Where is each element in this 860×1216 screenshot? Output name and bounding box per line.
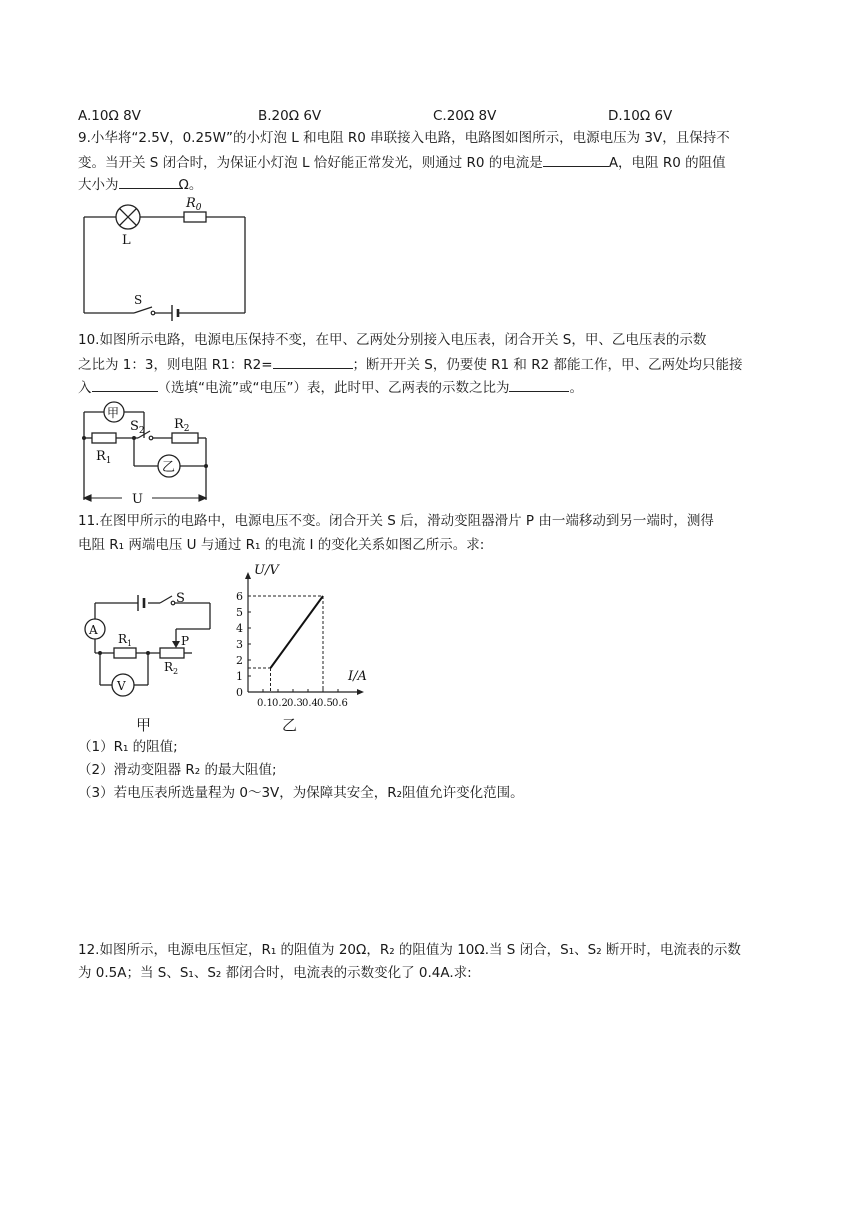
q8-option-c: C.20Ω 8V xyxy=(433,108,497,124)
q10-blank-ratio[interactable] xyxy=(273,354,353,369)
battery-symbol xyxy=(172,305,178,321)
y-axis-label: U/V xyxy=(254,563,279,578)
switch-label: S xyxy=(176,591,185,606)
ammeter-label: A xyxy=(89,623,98,637)
u-label: U xyxy=(132,492,143,507)
y-tick-label: 1 xyxy=(236,670,243,683)
rheostat-r2 xyxy=(160,648,184,658)
x-tick-label: 0.3 xyxy=(287,698,303,709)
lamp-label: L xyxy=(122,233,131,248)
q12-text-line1: 12.如图所示，电源电压恒定，R₁ 的阻值为 20Ω，R₂ 的阻值为 10Ω.当 S 闭合，S₁、S₂ 断开时，电流表的示数 xyxy=(78,942,741,958)
x-tick-label: 0.4 xyxy=(302,698,318,709)
q10-text-line3c: 。 xyxy=(569,380,583,396)
q11-subquestion-3: （3）若电压表所选量程为 0～3V，为保障其安全，R₂阻值允许变化范围。 xyxy=(78,785,524,801)
x-tick-label: 0.1 xyxy=(257,698,273,709)
fig-caption-yi: 乙 xyxy=(282,716,298,734)
q8-option-d: D.10Ω 6V xyxy=(608,108,673,124)
y-tick-label: 5 xyxy=(236,606,243,619)
fig-caption-jia: 甲 xyxy=(136,716,152,734)
slider-p-label: P xyxy=(181,634,190,648)
voltmeter-label: V xyxy=(117,679,126,693)
x-tick-label: 0.5 xyxy=(317,698,333,709)
q8-option-a: A.10Ω 8V xyxy=(78,108,141,124)
q10-blank-meter-ratio[interactable] xyxy=(509,377,569,392)
q12-text-line2: 为 0.5A；当 S、S₁、S₂ 都闭合时，电流表的示数变化了 0.4A.求: xyxy=(78,965,472,981)
s2-label: $S_2$ xyxy=(130,419,145,436)
q10-text-line2b: ；断开开关 S，仍要使 R1 和 R2 都能工作，甲、乙两处均只能接 xyxy=(352,357,743,373)
q10-text-line2a: 之比为 1：3，则电阻 R1：R2= xyxy=(78,357,273,373)
resistor-r2 xyxy=(172,433,198,443)
x-tick-label: 0.6 xyxy=(332,698,348,709)
q11-subquestion-1: （1）R₁ 的阻值; xyxy=(78,739,178,755)
y-tick-label: 2 xyxy=(236,654,243,667)
y-tick-label: 4 xyxy=(236,622,243,635)
r0-label: $R_0$ xyxy=(186,196,202,213)
q9-text-line2a: 变。当开关 S 闭合时，为保证小灯泡 L 恰好能正常发光，则通过 R0 的电流是 xyxy=(78,155,543,171)
q11-subquestion-2: （2）滑动变阻器 R₂ 的最大阻值; xyxy=(78,762,277,778)
battery-symbol xyxy=(138,595,144,611)
q9-text-line2b: A，电阻 R0 的阻值 xyxy=(608,155,726,171)
r1-label: $R_1$ xyxy=(96,449,112,466)
q10-text-line3 xyxy=(78,377,583,398)
data-line xyxy=(271,596,324,668)
q9-text-line2 xyxy=(78,152,726,173)
y-tick-label: 6 xyxy=(236,590,243,603)
resistor-r1 xyxy=(114,648,136,658)
resistor-r0 xyxy=(184,212,206,222)
q11-text-line1: 11.在图甲所示的电路中，电源电压不变。闭合开关 S 后，滑动变阻器滑片 P 由一端移动到另一端时，测得 xyxy=(78,513,714,529)
meter-yi-label: 乙 xyxy=(162,460,176,475)
slider-p-arrow xyxy=(172,641,180,648)
switch-symbol xyxy=(134,307,155,315)
q11-ui-graph xyxy=(228,553,388,708)
r2-label: $R_2$ xyxy=(174,417,190,434)
x-axis-label: I/A xyxy=(348,669,367,684)
q10-text-line3a: 入 xyxy=(78,380,92,396)
lamp-symbol xyxy=(116,205,140,229)
q10-circuit-diagram xyxy=(80,400,215,505)
meter-jia-label: 甲 xyxy=(107,406,120,420)
q9-text-line3a: 大小为 xyxy=(78,177,119,193)
q10-text-line1: 10.如图所示电路，电源电压保持不变，在甲、乙两处分别接入电压表，闭合开关 S，甲、乙电压表的示数 xyxy=(78,332,707,348)
switch-label: S xyxy=(134,293,143,307)
q9-blank-resistance[interactable] xyxy=(119,174,179,189)
q9-text-line3b: Ω。 xyxy=(178,177,203,193)
switch-s xyxy=(160,596,175,605)
q10-text-line3b: （选填“电流”或“电压”）表，此时甲、乙两表的示数之比为 xyxy=(157,380,510,396)
voltage-arrow xyxy=(84,495,206,501)
x-tick-label: 0.2 xyxy=(272,698,288,709)
x-axis-arrow xyxy=(357,689,364,695)
q10-blank-meter-type[interactable] xyxy=(92,377,158,392)
q9-text-line3 xyxy=(78,174,202,195)
r1-label: $R_1$ xyxy=(118,632,133,648)
y-axis-arrow xyxy=(245,572,251,579)
y-tick-label: 3 xyxy=(236,638,243,651)
q8-option-b: B.20Ω 6V xyxy=(258,108,322,124)
q10-text-line2 xyxy=(78,354,742,375)
resistor-r1 xyxy=(92,433,116,443)
y-tick-label: 0 xyxy=(236,686,243,699)
q9-circuit-diagram xyxy=(80,195,250,320)
q9-blank-current[interactable] xyxy=(543,152,609,167)
q9-text-line1: 9.小华将“2.5V，0.25W”的小灯泡 L 和电阻 R0 串联接入电路，电路图如图所示，电源电压为 3V，且保持不 xyxy=(78,130,730,146)
r2-label: $R_2$ xyxy=(164,660,179,676)
q11-text-line2: 电阻 R₁ 两端电压 U 与通过 R₁ 的电流 I 的变化关系如图乙所示。求: xyxy=(78,537,485,553)
q11-circuit-diagram xyxy=(80,585,220,700)
